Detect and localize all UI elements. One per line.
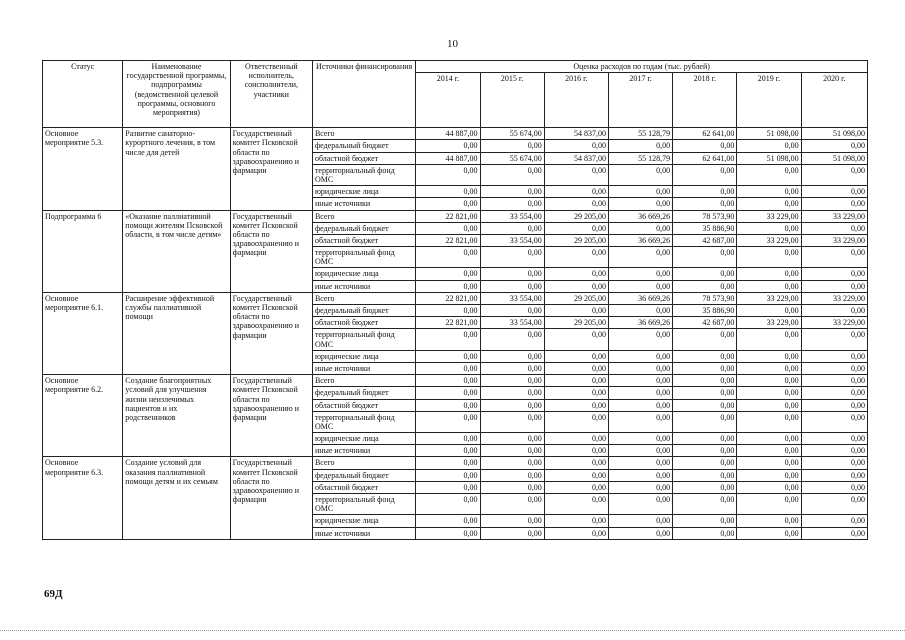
amount-cell: 55 674,00 bbox=[480, 152, 544, 164]
amount-cell: 0,00 bbox=[608, 186, 672, 198]
amount-cell: 0,00 bbox=[737, 481, 801, 493]
amount-cell: 22 821,00 bbox=[416, 317, 480, 329]
amount-cell: 0,00 bbox=[480, 481, 544, 493]
amount-cell: 0,00 bbox=[544, 305, 608, 317]
amount-cell: 0,00 bbox=[737, 247, 801, 268]
table-header bbox=[43, 61, 868, 128]
funding-source: Всего bbox=[312, 128, 415, 140]
amount-cell: 0,00 bbox=[608, 140, 672, 152]
amount-cell: 0,00 bbox=[673, 375, 737, 387]
funding-source: федеральный бюджет bbox=[312, 222, 415, 234]
amount-cell: 0,00 bbox=[544, 481, 608, 493]
amount-cell: 0,00 bbox=[737, 268, 801, 280]
amount-cell: 0,00 bbox=[608, 305, 672, 317]
amount-cell: 0,00 bbox=[416, 375, 480, 387]
funding-source: территориальный фонд ОМС bbox=[312, 247, 415, 268]
amount-cell: 0,00 bbox=[416, 469, 480, 481]
amount-cell: 0,00 bbox=[737, 433, 801, 445]
amount-cell: 0,00 bbox=[480, 527, 544, 539]
amount-cell: 0,00 bbox=[480, 186, 544, 198]
amount-cell: 0,00 bbox=[544, 445, 608, 457]
amount-cell: 0,00 bbox=[737, 399, 801, 411]
scan-edge-line bbox=[0, 630, 905, 631]
amount-cell: 0,00 bbox=[416, 268, 480, 280]
funding-source: иные источники bbox=[312, 445, 415, 457]
group-name: Развитие санаторно-курортного лечения, в том числе для детей bbox=[123, 128, 230, 210]
amount-cell: 0,00 bbox=[544, 329, 608, 350]
funding-source: юридические лица bbox=[312, 515, 415, 527]
amount-cell: 0,00 bbox=[480, 268, 544, 280]
amount-cell: 29 205,00 bbox=[544, 234, 608, 246]
amount-cell: 0,00 bbox=[673, 280, 737, 292]
amount-cell: 0,00 bbox=[480, 469, 544, 481]
header-year: 2016 г. bbox=[544, 73, 608, 128]
amount-cell: 0,00 bbox=[544, 515, 608, 527]
amount-cell: 36 669,26 bbox=[608, 210, 672, 222]
funding-source: федеральный бюджет bbox=[312, 305, 415, 317]
table-row bbox=[43, 457, 868, 469]
amount-cell: 0,00 bbox=[480, 164, 544, 185]
amount-cell: 0,00 bbox=[737, 527, 801, 539]
amount-cell: 0,00 bbox=[801, 350, 867, 362]
amount-cell: 0,00 bbox=[673, 329, 737, 350]
amount-cell: 0,00 bbox=[544, 186, 608, 198]
amount-cell: 0,00 bbox=[801, 494, 867, 515]
amount-cell: 78 573,90 bbox=[673, 210, 737, 222]
amount-cell: 0,00 bbox=[801, 186, 867, 198]
amount-cell: 0,00 bbox=[737, 329, 801, 350]
amount-cell: 0,00 bbox=[416, 457, 480, 469]
amount-cell: 0,00 bbox=[608, 494, 672, 515]
amount-cell: 0,00 bbox=[480, 198, 544, 210]
amount-cell: 0,00 bbox=[544, 198, 608, 210]
amount-cell: 0,00 bbox=[801, 433, 867, 445]
group-status: Основное мероприятие 6.3. bbox=[43, 457, 123, 539]
funding-source: иные источники bbox=[312, 198, 415, 210]
amount-cell: 0,00 bbox=[608, 399, 672, 411]
footer-code: 69Д bbox=[44, 588, 63, 600]
group-responsible: Государственный комитет Псковской области по здравоохранению и фармации bbox=[230, 375, 312, 457]
amount-cell: 0,00 bbox=[608, 515, 672, 527]
amount-cell: 0,00 bbox=[737, 411, 801, 432]
amount-cell: 0,00 bbox=[737, 494, 801, 515]
amount-cell: 0,00 bbox=[480, 445, 544, 457]
funding-source: юридические лица bbox=[312, 268, 415, 280]
amount-cell: 0,00 bbox=[737, 445, 801, 457]
amount-cell: 0,00 bbox=[480, 433, 544, 445]
amount-cell: 0,00 bbox=[480, 411, 544, 432]
amount-cell: 33 554,00 bbox=[480, 317, 544, 329]
amount-cell: 29 205,00 bbox=[544, 317, 608, 329]
table-body bbox=[43, 128, 868, 540]
amount-cell: 0,00 bbox=[416, 445, 480, 457]
amount-cell: 0,00 bbox=[608, 469, 672, 481]
amount-cell: 0,00 bbox=[801, 445, 867, 457]
amount-cell: 0,00 bbox=[416, 140, 480, 152]
amount-cell: 36 669,26 bbox=[608, 234, 672, 246]
amount-cell: 0,00 bbox=[544, 164, 608, 185]
amount-cell: 33 554,00 bbox=[480, 210, 544, 222]
amount-cell: 55 128,79 bbox=[608, 128, 672, 140]
amount-cell: 0,00 bbox=[737, 198, 801, 210]
amount-cell: 0,00 bbox=[416, 527, 480, 539]
funding-source: областной бюджет bbox=[312, 317, 415, 329]
table-row bbox=[43, 375, 868, 387]
funding-source: федеральный бюджет bbox=[312, 469, 415, 481]
amount-cell: 0,00 bbox=[544, 280, 608, 292]
amount-cell: 0,00 bbox=[608, 329, 672, 350]
amount-cell: 0,00 bbox=[673, 198, 737, 210]
funding-source: иные источники bbox=[312, 280, 415, 292]
page-number: 10 bbox=[447, 38, 458, 50]
funding-source: федеральный бюджет bbox=[312, 387, 415, 399]
amount-cell: 0,00 bbox=[416, 494, 480, 515]
amount-cell: 44 887,00 bbox=[416, 128, 480, 140]
amount-cell: 0,00 bbox=[673, 164, 737, 185]
amount-cell: 0,00 bbox=[480, 222, 544, 234]
amount-cell: 0,00 bbox=[544, 387, 608, 399]
amount-cell: 0,00 bbox=[416, 362, 480, 374]
header-year: 2020 г. bbox=[801, 73, 867, 128]
funding-source: юридические лица bbox=[312, 350, 415, 362]
amount-cell: 33 554,00 bbox=[480, 292, 544, 304]
group-status: Основное мероприятие 5.3. bbox=[43, 128, 123, 210]
amount-cell: 36 669,26 bbox=[608, 292, 672, 304]
amount-cell: 0,00 bbox=[480, 247, 544, 268]
amount-cell: 51 098,00 bbox=[801, 128, 867, 140]
amount-cell: 0,00 bbox=[544, 362, 608, 374]
amount-cell: 0,00 bbox=[801, 305, 867, 317]
amount-cell: 0,00 bbox=[737, 362, 801, 374]
group-responsible: Государственный комитет Псковской области по здравоохранению и фармации bbox=[230, 210, 312, 292]
amount-cell: 0,00 bbox=[544, 457, 608, 469]
amount-cell: 0,00 bbox=[416, 350, 480, 362]
funding-source: Всего bbox=[312, 457, 415, 469]
amount-cell: 62 641,00 bbox=[673, 128, 737, 140]
funding-source: территориальный фонд ОМС bbox=[312, 411, 415, 432]
amount-cell: 0,00 bbox=[608, 222, 672, 234]
amount-cell: 22 821,00 bbox=[416, 234, 480, 246]
amount-cell: 0,00 bbox=[737, 280, 801, 292]
group-name: Создание условий для оказания паллиативной помощи детям и их семьям bbox=[123, 457, 230, 539]
amount-cell: 33 554,00 bbox=[480, 234, 544, 246]
amount-cell: 55 674,00 bbox=[480, 128, 544, 140]
group-responsible: Государственный комитет Псковской области по здравоохранению и фармации bbox=[230, 128, 312, 210]
amount-cell: 0,00 bbox=[801, 222, 867, 234]
header-name: Наименование государственной программы, подпрограммы (ведомственной целевой программы, основного мероприятия) bbox=[123, 61, 230, 128]
amount-cell: 0,00 bbox=[544, 140, 608, 152]
header-estimate: Оценка расходов по годам (тыс. рублей) bbox=[416, 61, 868, 73]
funding-source: областной бюджет bbox=[312, 234, 415, 246]
amount-cell: 22 821,00 bbox=[416, 292, 480, 304]
amount-cell: 33 229,00 bbox=[801, 292, 867, 304]
amount-cell: 0,00 bbox=[737, 375, 801, 387]
amount-cell: 0,00 bbox=[737, 305, 801, 317]
funding-source: юридические лица bbox=[312, 433, 415, 445]
amount-cell: 0,00 bbox=[416, 305, 480, 317]
amount-cell: 0,00 bbox=[480, 387, 544, 399]
amount-cell: 0,00 bbox=[673, 362, 737, 374]
amount-cell: 51 098,00 bbox=[737, 128, 801, 140]
amount-cell: 0,00 bbox=[673, 527, 737, 539]
amount-cell: 33 229,00 bbox=[737, 234, 801, 246]
amount-cell: 0,00 bbox=[801, 387, 867, 399]
amount-cell: 33 229,00 bbox=[737, 317, 801, 329]
amount-cell: 51 098,00 bbox=[737, 152, 801, 164]
amount-cell: 0,00 bbox=[544, 527, 608, 539]
group-status: Основное мероприятие 6.2. bbox=[43, 375, 123, 457]
group-responsible: Государственный комитет Псковской области по здравоохранению и фармации bbox=[230, 457, 312, 539]
amount-cell: 0,00 bbox=[673, 268, 737, 280]
amount-cell: 0,00 bbox=[544, 469, 608, 481]
amount-cell: 35 886,90 bbox=[673, 222, 737, 234]
amount-cell: 0,00 bbox=[737, 469, 801, 481]
funding-source: юридические лица bbox=[312, 186, 415, 198]
amount-cell: 0,00 bbox=[673, 494, 737, 515]
amount-cell: 0,00 bbox=[416, 399, 480, 411]
amount-cell: 33 229,00 bbox=[737, 210, 801, 222]
amount-cell: 0,00 bbox=[480, 494, 544, 515]
amount-cell: 0,00 bbox=[801, 198, 867, 210]
amount-cell: 0,00 bbox=[737, 350, 801, 362]
amount-cell: 0,00 bbox=[673, 469, 737, 481]
funding-source: областной бюджет bbox=[312, 152, 415, 164]
amount-cell: 0,00 bbox=[416, 411, 480, 432]
amount-cell: 36 669,26 bbox=[608, 317, 672, 329]
funding-source: Всего bbox=[312, 292, 415, 304]
amount-cell: 0,00 bbox=[673, 481, 737, 493]
amount-cell: 0,00 bbox=[737, 164, 801, 185]
amount-cell: 0,00 bbox=[673, 457, 737, 469]
amount-cell: 55 128,79 bbox=[608, 152, 672, 164]
amount-cell: 0,00 bbox=[673, 399, 737, 411]
group-status: Подпрограмма 6 bbox=[43, 210, 123, 292]
amount-cell: 0,00 bbox=[801, 527, 867, 539]
amount-cell: 62 641,00 bbox=[673, 152, 737, 164]
amount-cell: 0,00 bbox=[608, 198, 672, 210]
amount-cell: 0,00 bbox=[480, 350, 544, 362]
amount-cell: 33 229,00 bbox=[801, 317, 867, 329]
amount-cell: 0,00 bbox=[801, 247, 867, 268]
budget-table bbox=[42, 60, 868, 540]
amount-cell: 0,00 bbox=[608, 445, 672, 457]
amount-cell: 0,00 bbox=[801, 164, 867, 185]
header-year: 2018 г. bbox=[673, 73, 737, 128]
amount-cell: 0,00 bbox=[608, 268, 672, 280]
amount-cell: 0,00 bbox=[608, 411, 672, 432]
funding-source: иные источники bbox=[312, 527, 415, 539]
amount-cell: 0,00 bbox=[608, 247, 672, 268]
amount-cell: 0,00 bbox=[801, 399, 867, 411]
amount-cell: 0,00 bbox=[416, 222, 480, 234]
funding-source: территориальный фонд ОМС bbox=[312, 494, 415, 515]
amount-cell: 0,00 bbox=[801, 329, 867, 350]
amount-cell: 0,00 bbox=[801, 375, 867, 387]
header-year: 2015 г. bbox=[480, 73, 544, 128]
amount-cell: 0,00 bbox=[480, 280, 544, 292]
amount-cell: 29 205,00 bbox=[544, 292, 608, 304]
amount-cell: 0,00 bbox=[544, 350, 608, 362]
amount-cell: 0,00 bbox=[608, 164, 672, 185]
amount-cell: 0,00 bbox=[544, 247, 608, 268]
amount-cell: 0,00 bbox=[737, 222, 801, 234]
amount-cell: 0,00 bbox=[480, 399, 544, 411]
funding-source: иные источники bbox=[312, 362, 415, 374]
amount-cell: 0,00 bbox=[737, 457, 801, 469]
amount-cell: 0,00 bbox=[608, 527, 672, 539]
amount-cell: 0,00 bbox=[544, 268, 608, 280]
amount-cell: 0,00 bbox=[416, 198, 480, 210]
amount-cell: 78 573,90 bbox=[673, 292, 737, 304]
header-status: Статус bbox=[43, 61, 123, 128]
amount-cell: 0,00 bbox=[480, 362, 544, 374]
amount-cell: 0,00 bbox=[416, 247, 480, 268]
amount-cell: 0,00 bbox=[544, 222, 608, 234]
amount-cell: 0,00 bbox=[673, 350, 737, 362]
amount-cell: 0,00 bbox=[544, 411, 608, 432]
amount-cell: 0,00 bbox=[673, 433, 737, 445]
amount-cell: 0,00 bbox=[801, 268, 867, 280]
amount-cell: 0,00 bbox=[480, 457, 544, 469]
amount-cell: 0,00 bbox=[801, 481, 867, 493]
amount-cell: 0,00 bbox=[801, 280, 867, 292]
amount-cell: 0,00 bbox=[801, 457, 867, 469]
amount-cell: 0,00 bbox=[737, 186, 801, 198]
amount-cell: 0,00 bbox=[801, 411, 867, 432]
amount-cell: 0,00 bbox=[673, 411, 737, 432]
amount-cell: 22 821,00 bbox=[416, 210, 480, 222]
amount-cell: 0,00 bbox=[608, 375, 672, 387]
amount-cell: 0,00 bbox=[416, 481, 480, 493]
amount-cell: 0,00 bbox=[673, 186, 737, 198]
amount-cell: 35 886,90 bbox=[673, 305, 737, 317]
amount-cell: 33 229,00 bbox=[801, 210, 867, 222]
amount-cell: 0,00 bbox=[544, 433, 608, 445]
amount-cell: 0,00 bbox=[480, 305, 544, 317]
header-year: 2019 г. bbox=[737, 73, 801, 128]
amount-cell: 0,00 bbox=[673, 140, 737, 152]
amount-cell: 0,00 bbox=[416, 186, 480, 198]
amount-cell: 44 887,00 bbox=[416, 152, 480, 164]
amount-cell: 0,00 bbox=[737, 387, 801, 399]
amount-cell: 0,00 bbox=[480, 375, 544, 387]
amount-cell: 54 837,00 bbox=[544, 152, 608, 164]
amount-cell: 0,00 bbox=[673, 387, 737, 399]
funding-source: территориальный фонд ОМС bbox=[312, 329, 415, 350]
funding-source: Всего bbox=[312, 375, 415, 387]
amount-cell: 0,00 bbox=[608, 280, 672, 292]
amount-cell: 0,00 bbox=[544, 494, 608, 515]
table-row bbox=[43, 292, 868, 304]
header-sources: Источники финансирования bbox=[312, 61, 415, 128]
amount-cell: 0,00 bbox=[608, 362, 672, 374]
amount-cell: 0,00 bbox=[416, 329, 480, 350]
funding-source: областной бюджет bbox=[312, 481, 415, 493]
amount-cell: 0,00 bbox=[801, 469, 867, 481]
header-responsible: Ответственный исполнитель, соисполнители, участники bbox=[230, 61, 312, 128]
amount-cell: 0,00 bbox=[416, 433, 480, 445]
amount-cell: 0,00 bbox=[480, 515, 544, 527]
amount-cell: 0,00 bbox=[608, 387, 672, 399]
table-row bbox=[43, 210, 868, 222]
group-status: Основное мероприятие 6.1. bbox=[43, 292, 123, 374]
amount-cell: 0,00 bbox=[416, 387, 480, 399]
amount-cell: 54 837,00 bbox=[544, 128, 608, 140]
table-row bbox=[43, 128, 868, 140]
amount-cell: 0,00 bbox=[608, 350, 672, 362]
group-name: «Оказание паллиативной помощи жителям Псковской области, в том числе детям» bbox=[123, 210, 230, 292]
amount-cell: 0,00 bbox=[480, 140, 544, 152]
amount-cell: 33 229,00 bbox=[737, 292, 801, 304]
amount-cell: 0,00 bbox=[608, 433, 672, 445]
amount-cell: 0,00 bbox=[544, 375, 608, 387]
group-name: Расширение эффективной службы паллиативной помощи bbox=[123, 292, 230, 374]
amount-cell: 0,00 bbox=[801, 140, 867, 152]
amount-cell: 0,00 bbox=[608, 481, 672, 493]
amount-cell: 29 205,00 bbox=[544, 210, 608, 222]
amount-cell: 0,00 bbox=[608, 457, 672, 469]
header-year: 2014 г. bbox=[416, 73, 480, 128]
amount-cell: 0,00 bbox=[544, 399, 608, 411]
amount-cell: 51 098,00 bbox=[801, 152, 867, 164]
group-name: Создание благоприятных условий для улучшения жизни неизлечимых пациентов и их родственников bbox=[123, 375, 230, 457]
amount-cell: 0,00 bbox=[673, 445, 737, 457]
amount-cell: 42 687,00 bbox=[673, 234, 737, 246]
amount-cell: 33 229,00 bbox=[801, 234, 867, 246]
amount-cell: 0,00 bbox=[416, 280, 480, 292]
amount-cell: 0,00 bbox=[416, 164, 480, 185]
funding-source: Всего bbox=[312, 210, 415, 222]
funding-source: федеральный бюджет bbox=[312, 140, 415, 152]
amount-cell: 0,00 bbox=[737, 515, 801, 527]
header-year: 2017 г. bbox=[608, 73, 672, 128]
amount-cell: 0,00 bbox=[801, 362, 867, 374]
funding-source: областной бюджет bbox=[312, 399, 415, 411]
amount-cell: 0,00 bbox=[480, 329, 544, 350]
amount-cell: 0,00 bbox=[801, 515, 867, 527]
funding-source: территориальный фонд ОМС bbox=[312, 164, 415, 185]
amount-cell: 42 687,00 bbox=[673, 317, 737, 329]
amount-cell: 0,00 bbox=[737, 140, 801, 152]
amount-cell: 0,00 bbox=[673, 515, 737, 527]
amount-cell: 0,00 bbox=[673, 247, 737, 268]
amount-cell: 0,00 bbox=[416, 515, 480, 527]
header-row-1 bbox=[43, 61, 868, 73]
group-responsible: Государственный комитет Псковской области по здравоохранению и фармации bbox=[230, 292, 312, 374]
